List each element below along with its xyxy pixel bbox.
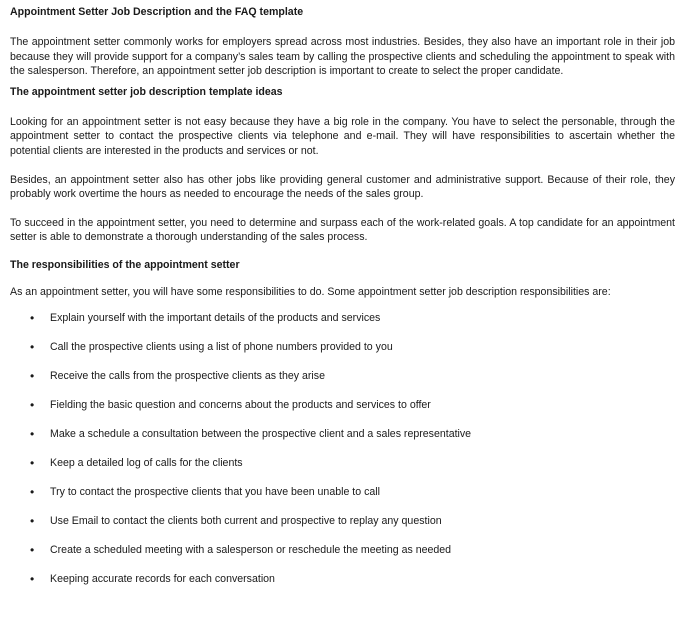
bullet-icon: • bbox=[30, 455, 35, 470]
list-item-text: Keep a detailed log of calls for the clients bbox=[50, 456, 243, 469]
list-item-text: Explain yourself with the important details of the products and services bbox=[50, 311, 381, 324]
list-item bbox=[10, 340, 675, 369]
list-item bbox=[10, 485, 675, 514]
bullet-icon: • bbox=[30, 368, 35, 383]
bullet-icon: • bbox=[30, 542, 35, 557]
list-item bbox=[10, 427, 675, 456]
intro-paragraph: The appointment setter commonly works for employers spread across most industries. Besides, they also have an important role in their job because they will provide support for a company’s sales team by calling the prospective clients and scheduling the appointment to speak with the salesperson. Therefore, an appointment setter job description is important to create to select the proper candidate. bbox=[10, 36, 675, 78]
list-item-text: Try to contact the prospective clients that you have been unable to call bbox=[50, 485, 380, 498]
list-item bbox=[10, 456, 675, 485]
list-item bbox=[10, 543, 675, 572]
list-item-text: Fielding the basic question and concerns about the products and services to offer bbox=[50, 398, 431, 411]
bullet-icon: • bbox=[30, 397, 35, 412]
list-item bbox=[10, 398, 675, 427]
bullet-icon: • bbox=[30, 426, 35, 441]
bullet-icon: • bbox=[30, 484, 35, 499]
list-item-text: Create a scheduled meeting with a salesperson or reschedule the meeting as needed bbox=[50, 543, 452, 556]
section-heading-responsibilities: The responsibilities of the appointment setter bbox=[10, 258, 240, 271]
ideas-paragraph-2: Besides, an appointment setter also has other jobs like providing general customer and administrative support. Because of their role, they probably work overtime the hours as needed to encourage the needs of the sales group. bbox=[10, 173, 675, 201]
list-item-text: Receive the calls from the prospective clients as they arise bbox=[50, 369, 325, 382]
list-item-text: Keeping accurate records for each conversation bbox=[50, 572, 275, 585]
responsibilities-list bbox=[10, 311, 675, 601]
bullet-icon: • bbox=[30, 513, 35, 528]
section-heading-ideas: The appointment setter job description template ideas bbox=[10, 85, 283, 98]
bullet-icon: • bbox=[30, 339, 35, 354]
responsibilities-intro: As an appointment setter, you will have some responsibilities to do. Some appointment setter job description responsibilities are: bbox=[10, 285, 611, 298]
ideas-paragraph-3: To succeed in the appointment setter, you need to determine and surpass each of the work-related goals. A top candidate for an appointment setter is able to demonstrate a thorough understanding of the sales process. bbox=[10, 216, 675, 244]
list-item-text: Make a schedule a consultation between the prospective client and a sales representative bbox=[50, 427, 472, 440]
bullet-icon: • bbox=[30, 310, 35, 325]
ideas-paragraph-1: Looking for an appointment setter is not easy because they have a big role in the company. You have to select the personable, through the appointment setter to contact the prospective clients via telephone and e-mail. They will have responsibilities to ascertain whether the potential clients are interested in the products and services or not. bbox=[10, 115, 675, 157]
list-item-text: Use Email to contact the clients both current and prospective to replay any question bbox=[50, 514, 442, 527]
list-item-text: Call the prospective clients using a list of phone numbers provided to you bbox=[50, 340, 393, 353]
list-item bbox=[10, 572, 675, 601]
document-title: Appointment Setter Job Description and the FAQ template bbox=[10, 6, 304, 18]
list-item bbox=[10, 369, 675, 398]
bullet-icon: • bbox=[30, 571, 35, 586]
list-item bbox=[10, 311, 675, 340]
list-item bbox=[10, 514, 675, 543]
